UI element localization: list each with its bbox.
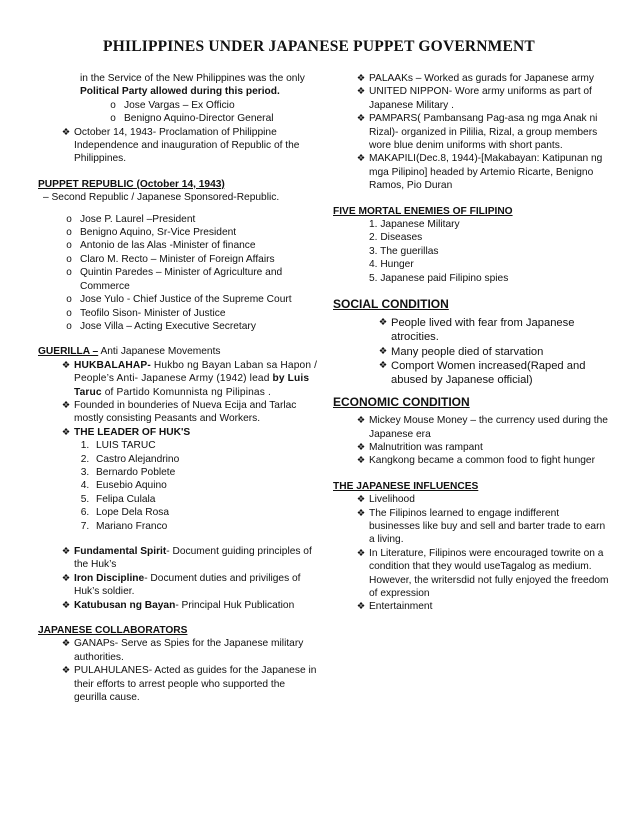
list-item: Jose Yulo - Chief Justice of the Supreme Court	[80, 294, 292, 306]
diamond-bullet-icon: ❖	[356, 455, 366, 467]
officials-list	[38, 213, 320, 334]
diamond-bullet-icon: ❖	[356, 441, 366, 453]
leader-heading: THE LEADER OF HUK'S	[74, 426, 191, 438]
left-column	[38, 72, 320, 704]
list-item	[38, 426, 320, 439]
list-item: ❖ MAKAPILI(Dec.8, 1944)-[Makabayan: Katipunan ng mga Pilipino] headed by Artemio Ricarte, Benigno Ramos, Pio Duran	[333, 152, 609, 192]
diamond-bullet-icon: ❖	[378, 345, 388, 357]
list-item: ❖ Mickey Mouse Money – the currency used during the Japanese era	[333, 414, 609, 441]
list-item: 3. The guerillas	[369, 245, 439, 257]
list-item: ❖ In Literature, Filipinos were encouraged towrite on a condition that they would useTagalog as medium. However, the writersdid not fully enjoyed the freedom of expression	[333, 547, 609, 601]
list-item: LUIS TARUC	[96, 440, 156, 452]
list-item: ❖ UNITED NIPPON- Wore army uniforms as part of Japanese Military .	[333, 85, 609, 112]
puppet-republic-subtitle: – Second Republic / Japanese Sponsored-Republic.	[43, 192, 280, 204]
list-item: ❖ PAMPARS( Pambansang Pag-asa ng mga Anak ni Rizal)- organized in Pililia, Rizal, a group members wore blue denim uniforms with short pants.	[333, 112, 609, 152]
diamond-bullet-icon: ❖	[378, 317, 388, 329]
list-item: ❖ Kangkong became a common food to fight hunger	[333, 454, 609, 467]
list-item: Jose Villa – Acting Executive Secretary	[80, 320, 256, 332]
enemies-list	[333, 218, 609, 285]
diamond-bullet-icon: ❖	[356, 415, 366, 427]
list-item: 4. Hunger	[369, 259, 414, 271]
list-item: ❖ PALAAKs – Worked as gurads for Japanese army	[333, 72, 609, 85]
list-item: ❖ Fundamental Spirit- Document guiding principles of the Huk’s	[38, 545, 320, 572]
leaders-list: 1. LUIS TARUC 2. Castro Alejandrino 3. Bernardo Poblete 4. Eusebio Aquino 5. Felipa Culala 6. Lope Dela Rosa 7. Mariano Franco	[38, 439, 320, 533]
diamond-bullet-icon: ❖	[61, 126, 71, 138]
list-item: Quintin Paredes – Minister of Agriculture and Commerce	[80, 267, 283, 292]
list-item: ❖ October 14, 1943- Proclamation of Philippine Independence and inauguration of Republic of the Philippines.	[38, 126, 320, 166]
circle-bullet-icon: o	[110, 113, 116, 125]
puppet-republic-heading: PUPPET REPUBLIC (October 14, 1943)	[38, 178, 225, 190]
list-item: ❖ Malnutrition was rampant	[333, 441, 609, 454]
diamond-bullet-icon: ❖	[378, 359, 388, 371]
list-item: Teofilo Sison- Minister of Justice	[80, 307, 226, 319]
collaborators-heading: JAPANESE COLLABORATORS	[38, 625, 188, 637]
diamond-bullet-icon: ❖	[61, 546, 71, 557]
enemies-heading: FIVE MORTAL ENEMIES OF FILIPINO	[333, 205, 513, 217]
circle-bullet-icon: o	[66, 320, 72, 332]
list-item: Felipa Culala	[96, 493, 156, 505]
list-item: Claro M. Recto – Minister of Foreign Affairs	[80, 253, 275, 265]
social-condition-heading: SOCIAL CONDITION	[333, 297, 449, 312]
circle-bullet-icon: o	[66, 253, 72, 265]
economic-condition-heading: ECONOMIC CONDITION	[333, 395, 470, 410]
diamond-bullet-icon: ❖	[61, 638, 71, 650]
list-item: ❖ Entertainment	[333, 600, 609, 613]
diamond-bullet-icon: ❖	[356, 153, 366, 165]
circle-bullet-icon: o	[66, 307, 72, 319]
diamond-bullet-icon: ❖	[61, 572, 71, 584]
diamond-bullet-icon: ❖	[61, 599, 71, 611]
diamond-bullet-icon: ❖	[356, 601, 366, 613]
list-item: ❖ GANAPs- Serve as Spies for the Japanese military authorities.	[38, 637, 320, 664]
list-item: Mariano Franco	[96, 520, 168, 532]
circle-bullet-icon: o	[66, 227, 72, 239]
circle-bullet-icon: o	[66, 213, 72, 225]
circle-bullet-icon: o	[66, 294, 72, 306]
continued-text: in the Service of the New Philippines was the only	[80, 73, 305, 84]
list-item: Benigno Aquino, Sr-Vice President	[80, 227, 237, 239]
list-item: ❖ Comport Women increased(Raped and abused by Japanese official)	[333, 359, 609, 387]
list-item: ❖ The Filipinos learned to engage indifferent businesses like buy and sell and barter trade to earn a living.	[333, 507, 609, 547]
list-item: ❖ Many people died of starvation	[333, 345, 609, 359]
list-item: o Benigno Aquino-Director General	[38, 112, 320, 125]
social-list	[333, 316, 609, 387]
diamond-bullet-icon: ❖	[356, 86, 366, 98]
list-item: ❖ HUKBALAHAP- Hukbo ng Bayan Laban sa Hapon / People’s Anti- Japanese Army (1942) lead by Luis Taruc of Partido Komunnista ng Pilipinas .	[38, 359, 320, 399]
guerilla-heading-line	[38, 345, 320, 358]
guerilla-heading: GUERILLA –	[38, 346, 99, 358]
list-item: ❖ Iron Discipline- Document duties and priviliges of Huk’s soldier.	[38, 572, 320, 599]
influences-heading: THE JAPANESE INFLUENCES	[333, 480, 479, 492]
list-item: 2. Diseases	[369, 232, 423, 244]
list-item: Castro Alejandrino	[96, 453, 180, 465]
list-item: Eusebio Aquino	[96, 480, 167, 492]
circle-bullet-icon: o	[110, 99, 116, 111]
circle-bullet-icon: o	[66, 240, 72, 252]
continued-bold-text: Political Party allowed during this period.	[80, 86, 280, 98]
diamond-bullet-icon: ❖	[356, 547, 366, 559]
diamond-bullet-icon: ❖	[356, 494, 366, 506]
guerilla-subtitle: Anti Japanese Movements	[98, 346, 221, 358]
list-item: ❖ Livelihood	[333, 493, 609, 506]
diamond-bullet-icon: ❖	[61, 359, 71, 371]
list-item: 1. Japanese Military	[369, 219, 460, 231]
list-item: Lope Dela Rosa	[96, 507, 170, 519]
list-item: Antonio de las Alas -Minister of finance	[80, 240, 256, 252]
diamond-bullet-icon: ❖	[61, 426, 71, 438]
diamond-bullet-icon: ❖	[356, 113, 366, 125]
diamond-bullet-icon: ❖	[61, 665, 71, 677]
right-column	[333, 72, 609, 614]
list-item: ❖ Katubusan ng Bayan- Principal Huk Publication	[38, 599, 320, 612]
circle-bullet-icon: o	[66, 267, 72, 279]
list-item: 5. Japanese paid Filipino spies	[369, 272, 509, 284]
list-item: Jose P. Laurel –President	[80, 213, 196, 225]
list-item: Bernardo Poblete	[96, 466, 176, 478]
list-item: ❖ People lived with fear from Japanese atrocities.	[333, 316, 609, 344]
list-item: ❖ PULAHULANES- Acted as guides for the Japanese in their efforts to arrest people who supported the geurilla cause.	[38, 664, 320, 704]
diamond-bullet-icon: ❖	[356, 73, 366, 84]
diamond-bullet-icon: ❖	[61, 399, 71, 411]
list-item: o Jose Vargas – Ex Officio	[38, 99, 320, 112]
diamond-bullet-icon: ❖	[356, 507, 366, 519]
page-title: PHILIPPINES UNDER JAPANESE PUPPET GOVERNMENT	[103, 38, 535, 55]
list-item: ❖ Founded in bounderies of Nueva Ecija and Tarlac mostly consisting Peasants and Workers.	[38, 399, 320, 426]
